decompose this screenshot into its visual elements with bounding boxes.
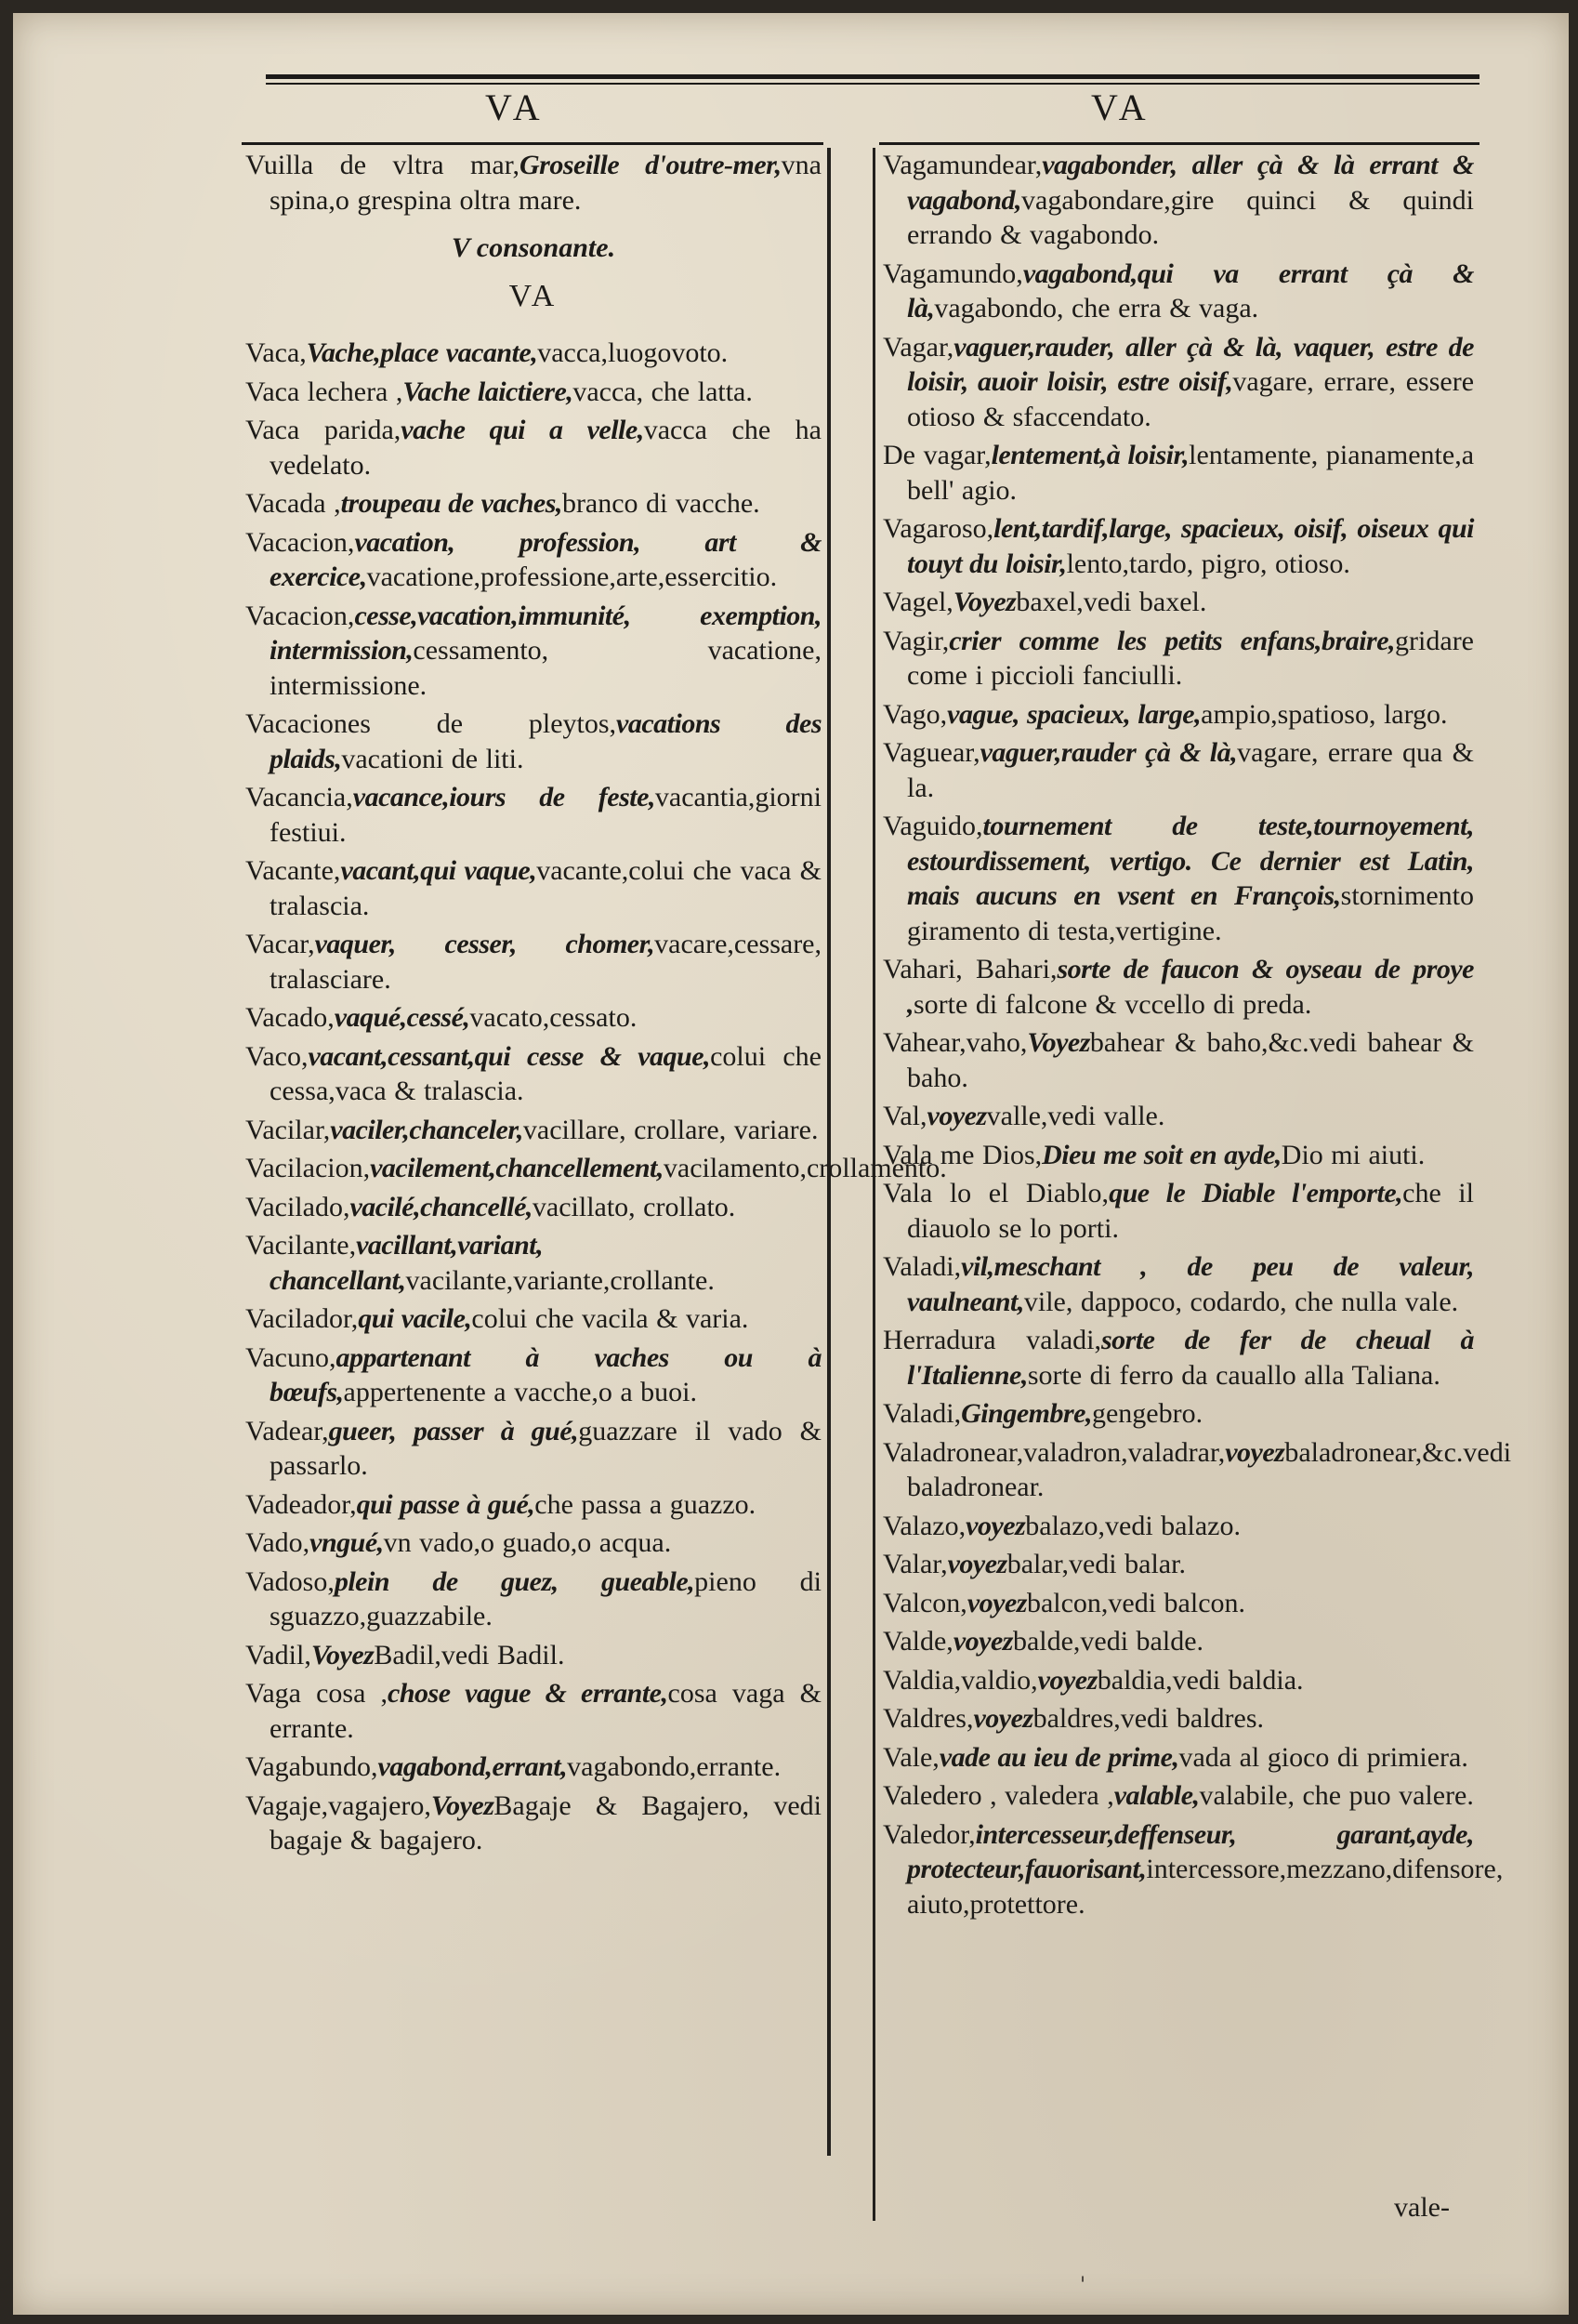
entry-italian: balar,vedi balar.: [1006, 1549, 1186, 1579]
entry-italian: vacilamento,crollamento.: [663, 1153, 947, 1183]
entry-headword: Vale,: [883, 1741, 940, 1773]
entry-headword: Vaguear,: [883, 737, 980, 768]
entry-headword: Vadeador,: [245, 1488, 357, 1520]
entry-headword: Vagel,: [883, 587, 953, 617]
dictionary-entry: [245, 1000, 822, 1036]
dictionary-entry: [883, 585, 1474, 620]
entry-headword: Vacuno,: [245, 1341, 336, 1373]
entry-italian: baxel,vedi baxel.: [1016, 587, 1207, 617]
entry-headword: Vagar,: [883, 331, 954, 363]
entry-italian: vagabondo, che erra & vaga.: [934, 293, 1259, 324]
entry-headword: Vado,: [245, 1527, 310, 1558]
entry-italian: intercessore,mezzano,difensore, aiuto,protettore.: [907, 1854, 1504, 1920]
entry-headword: Vacaciones de pleytos,: [245, 708, 617, 739]
dictionary-entry: [245, 927, 822, 997]
entry-italian: baladronear,&c.vedi baladronear.: [907, 1436, 1512, 1502]
dictionary-entry: [883, 148, 1474, 253]
entry-french: Dieu me soit en ayde,: [1042, 1139, 1282, 1170]
entry-french: appartenant à vaches ou à bœufs,: [270, 1341, 822, 1407]
dictionary-entry: [883, 257, 1474, 326]
entry-italian: Badil,vedi Badil.: [374, 1639, 565, 1670]
dictionary-entry: [245, 780, 822, 850]
dictionary-entry: [245, 1228, 822, 1298]
entry-french: vagabond,errant,: [377, 1751, 568, 1782]
dictionary-entry: [883, 735, 1474, 805]
entry-italian: vacare,cessare, tralasciare.: [270, 929, 822, 995]
entry-french: valable,: [1113, 1780, 1200, 1811]
right-column: [883, 148, 1512, 1925]
footer-mark: ': [1080, 2274, 1086, 2297]
entry-headword: Vaco,: [245, 1040, 309, 1072]
dictionary-entry: [883, 1099, 1474, 1134]
entry-headword: Vaguido,: [883, 811, 983, 841]
entry-italian: vacilante,variante,crollante.: [405, 1264, 715, 1296]
entry-french: voyez: [967, 1587, 1027, 1618]
entry-headword: Vacacion,: [245, 600, 355, 631]
entry-headword: Vacada ,: [245, 488, 341, 519]
entry-french: Voyez: [310, 1639, 375, 1670]
entry-italian: ampio,spatioso, largo.: [1201, 698, 1448, 730]
entry-headword: Valde,: [883, 1626, 953, 1657]
entry-french: vaguer,rauder çà & là,: [980, 737, 1238, 768]
entry-headword: Vagaroso,: [883, 513, 994, 544]
entry-french: troupeau de vaches,: [340, 488, 562, 519]
dictionary-entry: [245, 1750, 822, 1785]
entry-italian: valle,vedi valle.: [986, 1101, 1165, 1131]
entry-headword: Vacilacion,: [245, 1153, 371, 1183]
entry-italian: balcon,vedi balcon.: [1026, 1587, 1246, 1618]
entry-headword: Vala lo el Diablo,: [883, 1178, 1110, 1208]
entry-italian: che il diauolo se lo porti.: [907, 1178, 1474, 1244]
entry-headword: Vacante,: [245, 855, 341, 886]
dictionary-entry: [245, 1190, 822, 1225]
dictionary-entry: [245, 706, 822, 776]
entry-headword: Vacado,: [245, 1002, 335, 1033]
entry-italian: vada al gioco di primiera.: [1178, 1741, 1468, 1773]
dictionary-entry: [883, 1778, 1474, 1814]
dictionary-entry: [245, 1789, 822, 1858]
entry-italian: vagabondare,gire quinci & quindi errando & vagabondo.: [907, 184, 1474, 250]
dictionary-entry: [245, 525, 822, 595]
dictionary-entry: [245, 1340, 822, 1410]
entry-french: chose vague & errante,: [388, 1678, 668, 1709]
entry-headword: Vacilador,: [245, 1303, 359, 1334]
entry-italian: vacillare, crollare, variare.: [522, 1114, 819, 1145]
entry-headword: Vagir,: [883, 625, 950, 656]
entry-italian: bahear & baho,&c.vedi bahear & baho.: [907, 1027, 1474, 1093]
dictionary-entry: [883, 952, 1474, 1022]
entry-french: vagabonder, aller çà & là errant & vagabond,: [907, 150, 1474, 216]
entry-headword: Valazo,: [883, 1510, 967, 1541]
entry-headword: Valedero , valedera ,: [883, 1780, 1114, 1811]
dictionary-entry: [245, 1039, 822, 1109]
entry-french: vache qui a velle,: [401, 415, 644, 445]
entry-headword: Vahear,vaho,: [883, 1027, 1028, 1058]
entry-french: vngué,: [309, 1527, 384, 1558]
dictionary-entry: [245, 375, 822, 410]
entry-french: plein de guez, gueable,: [334, 1565, 695, 1597]
entry-italian: valabile, che puo valere.: [1199, 1780, 1474, 1811]
dictionary-entry: [883, 1701, 1474, 1736]
entry-french: vaqué,cessé,: [334, 1002, 470, 1033]
dictionary-entry: [883, 1663, 1474, 1698]
entry-headword: Vago,: [883, 698, 948, 730]
dictionary-entry: [245, 148, 822, 218]
entry-french: vacant,cessant,qui cesse & vaque,: [308, 1040, 711, 1072]
entry-headword: Val,: [883, 1101, 927, 1131]
entry-headword: Valadi,: [883, 1251, 962, 1282]
entry-headword: Vagamundo,: [883, 257, 1023, 289]
entry-italian: lento,tardo, pigro, otioso.: [1066, 548, 1350, 579]
entry-french: qui vacile,: [358, 1303, 472, 1334]
entry-french: vacance,iours de feste,: [352, 782, 655, 812]
entry-italian: Bagaje & Bagajero, vedi bagaje & bagajero.: [270, 1789, 822, 1855]
dictionary-entry: [883, 330, 1474, 435]
top-rule-thin: [266, 83, 1479, 85]
entry-french: vacations des plaids,: [270, 708, 822, 774]
column-divider-inner: [873, 148, 875, 2221]
entry-italian: cosa vaga & errante.: [270, 1678, 822, 1744]
entry-french: voyez: [927, 1101, 987, 1131]
entry-french: voyez: [966, 1510, 1026, 1541]
dictionary-entry: [245, 1565, 822, 1634]
entry-italian: lentamente, pianamente,a bell' agio.: [907, 440, 1475, 506]
entry-italian: vacatione,professione,arte,essercitio.: [366, 561, 778, 592]
catchword: vale-: [1394, 2192, 1450, 2223]
entry-french: voyez: [953, 1626, 1013, 1657]
dictionary-entry: [245, 1414, 822, 1484]
entry-italian: vagabondo,errante.: [567, 1751, 782, 1782]
entry-french: voyez: [947, 1549, 1007, 1579]
entry-french: vacation, profession, art & exercice,: [270, 526, 822, 592]
entry-headword: Vacilado,: [245, 1191, 350, 1222]
entry-french: sorte de faucon & oyseau de proye ,: [907, 954, 1475, 1020]
entry-headword: Vala me Dios,: [883, 1139, 1043, 1170]
entry-italian: vacato,cessato.: [469, 1002, 638, 1033]
entry-french: qui passe à gué,: [356, 1488, 535, 1520]
section-subtitle: V consonante.: [451, 232, 616, 263]
header-rule-left: [242, 142, 823, 145]
dictionary-entry: [245, 1151, 947, 1186]
entry-french: vacillant,variant, chancellant,: [270, 1230, 544, 1296]
entry-french: crier comme les petits enfans,braire,: [949, 625, 1396, 656]
entry-italian: vile, dappoco, codardo, che nulla vale.: [1023, 1286, 1459, 1317]
entry-headword: Valedor,: [883, 1818, 976, 1850]
entry-french: vaguer,rauder, aller çà & là, vaquer, estre de loisir, auoir loisir, estre oisif,: [907, 331, 1474, 397]
entry-french: Vache,place vacante,: [306, 337, 538, 368]
entry-italian: gridare come i piccioli fanciulli.: [907, 625, 1474, 691]
dictionary-entry: [245, 413, 822, 482]
entry-headword: De vagar,: [883, 440, 992, 470]
entry-headword: Valcon,: [883, 1587, 967, 1618]
entry-french: que le Diable l'emporte,: [1109, 1178, 1403, 1208]
top-rule: [266, 74, 1479, 79]
entry-french: vade au ieu de prime,: [939, 1741, 1179, 1773]
entry-italian: vacca,luogovoto.: [537, 337, 729, 368]
dictionary-entry: [883, 697, 1474, 733]
entry-headword: Valadronear,valadron,valadrar,: [883, 1436, 1226, 1468]
entry-italian: colui che vacila & varia.: [471, 1303, 749, 1334]
entry-french: vagabond,qui va errant çà & là,: [907, 257, 1474, 324]
entry-headword: Vuilla de vltra mar,: [245, 150, 519, 180]
entry-headword: Valar,: [883, 1549, 948, 1579]
entry-headword: Valadi,: [883, 1398, 962, 1429]
dictionary-entry: [883, 1396, 1474, 1432]
dictionary-entry: [883, 1817, 1504, 1922]
entry-italian: guazzare il vado & passarlo.: [270, 1415, 822, 1481]
entry-french: vil,meschant , de peu de valeur, vaulneant,: [907, 1251, 1474, 1317]
entry-italian: balazo,vedi balazo.: [1025, 1510, 1241, 1541]
entry-french: sorte de fer de cheual à l'Italienne,: [907, 1325, 1474, 1391]
entry-headword: Vaca lechera ,: [245, 376, 403, 407]
entry-italian: pieno di sguazzo,guazzabile.: [270, 1565, 822, 1631]
dictionary-entry: [245, 336, 822, 371]
entry-headword: Vacancia,: [245, 782, 353, 812]
dictionary-entry: [883, 1323, 1474, 1393]
running-head-right: VA: [1091, 86, 1151, 128]
dictionary-entry: [245, 1301, 822, 1337]
entry-italian: vacca che ha vedelato.: [270, 415, 822, 481]
entry-headword: Valdres,: [883, 1703, 974, 1734]
dictionary-entry: [245, 1525, 822, 1561]
entry-headword: Vacilar,: [245, 1114, 331, 1145]
dictionary-entry: [883, 1176, 1474, 1246]
entry-italian: vacca, che latta.: [572, 376, 753, 407]
dictionary-entry: [883, 1740, 1474, 1776]
entry-french: cesse,vacation,immunité, exemption, intermission,: [270, 600, 822, 666]
entry-headword: Vadear,: [245, 1415, 329, 1446]
entry-headword: Vahari, Bahari,: [883, 954, 1058, 984]
entry-french: voyez: [1225, 1436, 1285, 1468]
entry-headword: Vadil,: [245, 1639, 311, 1670]
entry-italian: vna spina,o grespina oltra mare.: [270, 150, 822, 216]
entry-headword: Herradura valadi,: [883, 1325, 1101, 1355]
entry-italian: cessamento, vacatione, intermissione.: [270, 635, 822, 701]
entry-italian: vn vado,o guado,o acqua.: [383, 1527, 672, 1558]
entry-french: vaquer, cesser, chomer,: [314, 929, 655, 959]
dictionary-entry: [883, 1249, 1474, 1319]
dictionary-entry: [245, 1638, 822, 1673]
entry-french: lent,tardif,large, spacieux, oisif, oiseux qui touyt du loisir,: [907, 513, 1474, 579]
entry-french: vague, spacieux, large,: [947, 698, 1202, 730]
entry-italian: vacationi de liti.: [341, 743, 524, 774]
entry-french: gueer, passer à gué,: [328, 1415, 579, 1446]
entry-italian: gengebro.: [1091, 1398, 1203, 1429]
dictionary-entry: [883, 809, 1474, 948]
entry-italian: appertenente a vacche,o a buoi.: [343, 1377, 697, 1407]
dictionary-entry: [883, 1586, 1474, 1621]
entry-headword: Valdia,valdio,: [883, 1664, 1038, 1696]
entry-french: vacilement,chancellement,: [370, 1153, 664, 1183]
entry-italian: baldres,vedi baldres.: [1032, 1703, 1265, 1734]
entry-french: voyez: [973, 1703, 1033, 1734]
entry-headword: Vacacion,: [245, 526, 355, 558]
entry-headword: Vagabundo,: [245, 1751, 378, 1782]
entry-french: Gingembre,: [961, 1398, 1092, 1429]
dictionary-entry: [883, 1435, 1512, 1505]
entry-headword: Vacar,: [245, 929, 315, 959]
entry-french: vacilé,chancellé,: [349, 1191, 533, 1222]
section-title: VA: [508, 278, 559, 313]
entry-french: tournement de teste,tournoyement, estourdissement, vertigo. Ce dernier est Latin, mais aucuns en vsent en François,: [907, 811, 1474, 911]
dictionary-entry: [883, 1025, 1474, 1095]
dictionary-entry: [245, 486, 822, 522]
entry-italian: sorte di ferro da cauallo alla Taliana.: [1027, 1359, 1440, 1391]
entry-italian: balde,vedi balde.: [1012, 1626, 1204, 1657]
entry-italian: vacantia,giorni festiui.: [270, 782, 822, 848]
entry-italian: branco di vacche.: [561, 488, 760, 519]
dictionary-entry: [883, 511, 1474, 581]
entry-french: Groseille d'outre-mer,: [519, 150, 782, 180]
dictionary-entry: [245, 853, 822, 923]
entry-french: Voyez: [430, 1789, 494, 1821]
entry-italian: che passa a guazzo.: [534, 1488, 756, 1520]
entry-headword: Vadoso,: [245, 1565, 335, 1597]
dictionary-entry: [245, 599, 822, 704]
dictionary-entry: [245, 1676, 822, 1746]
dictionary-entry: [883, 1509, 1474, 1544]
entry-italian: vacante,colui che vaca & tralascia.: [270, 855, 822, 921]
entry-headword: Vagamundear,: [883, 150, 1043, 180]
dictionary-entry: [883, 1138, 1474, 1173]
entry-french: Voyez: [953, 587, 1017, 617]
dictionary-entry: [883, 438, 1474, 508]
entry-headword: Vaga cosa ,: [245, 1678, 388, 1709]
entry-italian: stornimento giramento di testa,vertigine.: [907, 880, 1474, 946]
dictionary-entry: [245, 1113, 822, 1148]
entry-headword: Vaca,: [245, 337, 307, 368]
entry-french: Vache laictiere,: [402, 376, 573, 407]
header-rule-right: [879, 142, 1479, 145]
entry-italian: vagare, errare qua & la.: [907, 737, 1474, 803]
column-divider: [827, 148, 831, 2156]
entry-italian: colui che cessa,vaca & tralascia.: [270, 1040, 822, 1106]
entry-italian: baldia,vedi baldia.: [1097, 1664, 1304, 1696]
entry-headword: Vaca parida,: [245, 415, 401, 445]
entry-french: vacant,qui vaque,: [340, 855, 537, 886]
entry-french: voyez: [1037, 1664, 1098, 1696]
dictionary-entry: [245, 1487, 822, 1523]
dictionary-entry: [883, 1624, 1474, 1659]
entry-italian: sorte di falcone & vccello di preda.: [914, 988, 1312, 1020]
entry-french: intercesseur,deffenseur, garant,ayde, protecteur,fauorisant,: [907, 1818, 1474, 1884]
entry-italian: Dio mi aiuti.: [1281, 1139, 1426, 1170]
entry-headword: Vagaje,vagajero,: [245, 1789, 431, 1821]
scanned-page: [13, 13, 1569, 2315]
entry-french: lentement,à loisir,: [991, 440, 1190, 470]
dictionary-entry: [883, 624, 1474, 693]
entry-french: Voyez: [1027, 1027, 1090, 1058]
entry-italian: vacillato, crollato.: [532, 1191, 736, 1222]
dictionary-entry: [883, 1547, 1474, 1582]
entry-french: vaciler,chanceler,: [330, 1114, 523, 1145]
entry-headword: Vacilante,: [245, 1230, 357, 1261]
running-head-left: VA: [485, 86, 546, 128]
entry-italian: vagare, errare, essere otioso & sfaccendato.: [907, 366, 1475, 432]
